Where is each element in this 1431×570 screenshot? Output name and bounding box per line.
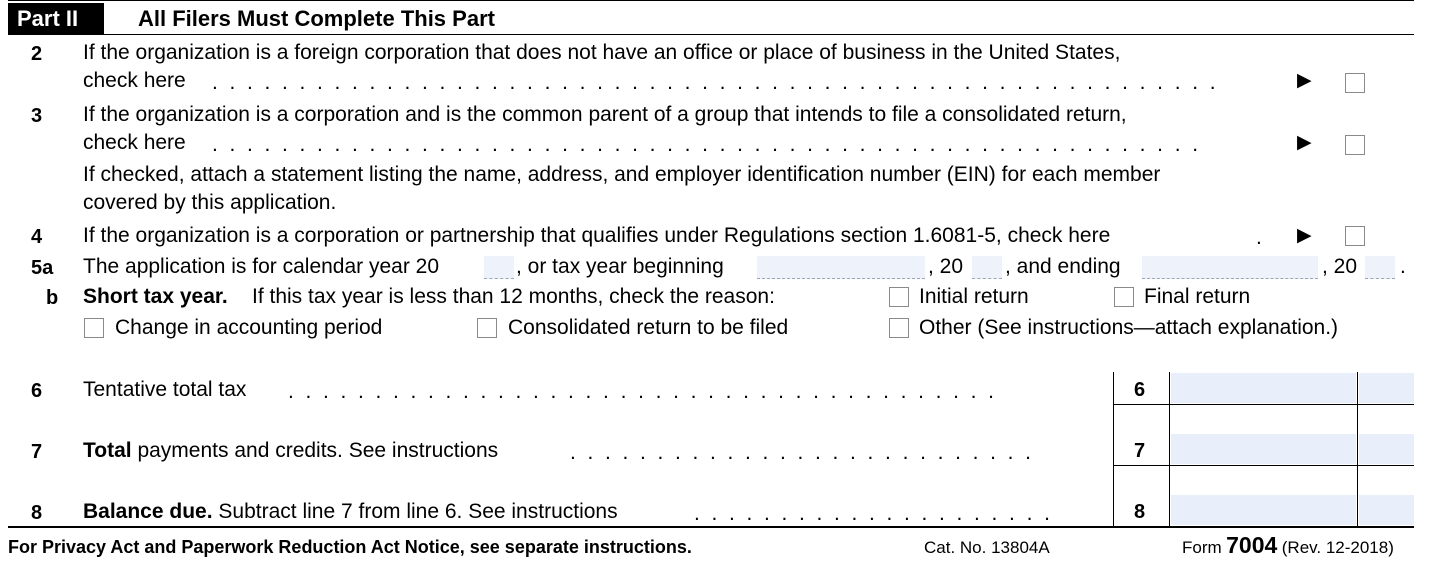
leader-dots: . . . . . . . . . . . . . . . . . . . . . . . . . . . (570, 441, 1031, 464)
part-title: All Filers Must Complete This Part (138, 6, 495, 31)
tentative-total-tax-amount[interactable] (1171, 373, 1356, 403)
final-return-checkbox[interactable] (1114, 287, 1134, 307)
total-payments-cents[interactable] (1359, 434, 1414, 464)
tax-year-ending-field[interactable] (1142, 256, 1318, 279)
consolidated-return-label: Consolidated return to be filed (508, 316, 789, 339)
line-8-bold: Balance due. (83, 500, 213, 523)
part-label (8, 3, 104, 34)
line-5a-number: 5a (31, 257, 54, 279)
part-label-text: Part II (17, 6, 79, 31)
line-5a-text-5: , 20 (1322, 255, 1358, 278)
line-3-checkbox[interactable] (1345, 135, 1365, 155)
line-2-checkbox[interactable] (1345, 73, 1365, 93)
form-id (1182, 531, 1394, 563)
line-7-text (83, 437, 498, 465)
catalog-number: Cat. No. 13804A (924, 538, 1050, 557)
leader-dots: . . . . . . . . . . . . . . . . . . . . . . . . . . . . . . . . . . . . . . . . . . . . . . . . . . . . . . . . . (212, 133, 1199, 156)
line-4-number: 4 (31, 226, 43, 248)
other-label: Other (See instructions—attach explanation.) (919, 316, 1339, 339)
line-3-number: 3 (31, 105, 43, 127)
beginning-year-field[interactable] (972, 256, 1002, 279)
initial-return-label: Initial return (919, 285, 1029, 308)
balance-due-cents[interactable] (1359, 495, 1414, 525)
tax-year-beginning-field[interactable] (757, 256, 925, 279)
line-5a-text-4: , and ending (1005, 255, 1121, 278)
line-8-box-number: 8 (1134, 501, 1146, 523)
ending-year-field[interactable] (1365, 256, 1395, 279)
final-return-label: Final return (1144, 285, 1251, 308)
line-5b-text: If this tax year is less than 12 months, check the reason: (252, 285, 775, 308)
form-word: Form (1182, 538, 1222, 557)
line-5a-text-6: . (1400, 255, 1406, 278)
other-checkbox[interactable] (889, 318, 909, 338)
leader-dots: . . . . . . . . . . . . . . . . . . . . . . . . . . . . . . . . . . . . . . . . . (288, 380, 994, 403)
line-5b-label: b (46, 287, 59, 309)
line-7-bold: Total (83, 439, 132, 462)
privacy-notice: For Privacy Act and Paperwork Reduction Act Notice, see separate instructions. (8, 537, 692, 557)
arrow-icon: ▶ (1297, 70, 1312, 91)
line-8-text (83, 498, 618, 526)
line-6-box-number: 6 (1134, 379, 1146, 401)
line-8-number: 8 (31, 502, 43, 524)
tentative-total-tax-cents[interactable] (1359, 373, 1414, 403)
line-6-number: 6 (31, 380, 43, 402)
amount-column-left-rule (1113, 372, 1114, 527)
line-2-number: 2 (31, 43, 43, 65)
line-8-desc: Subtract line 7 from line 6. See instructions (218, 500, 618, 523)
line-5a-text: The application is for calendar year 20 (83, 255, 440, 278)
leader-dots: . . . . . . . . . . . . . . . . . . . . . . . . . . . . . . . . . . . . . . . . . . . . . . . . . . . . . . . . . . (212, 71, 1216, 94)
line-3-note: If checked, attach a statement listing the name, address, and employer identification number (EIN) for each member (83, 163, 1161, 186)
row-7-bottom-rule (1113, 465, 1414, 466)
line-3-text: If the organization is a corporation and is the common parent of a group that intends to file a consolidated return, (83, 103, 1127, 126)
row-6-bottom-rule (1113, 404, 1414, 405)
line-5a-text-2: , or tax year beginning (516, 255, 724, 278)
initial-return-checkbox[interactable] (889, 287, 909, 307)
line-3-text-cont: check here (83, 131, 186, 154)
arrow-icon: ▶ (1297, 225, 1312, 246)
line-4-text: If the organization is a corporation or partnership that qualifies under Regulations section 1.6081-5, check here (83, 224, 1111, 247)
line-2-text: If the organization is a foreign corporation that does not have an office or place of business in the United States, (83, 41, 1121, 64)
line-2-text-cont: check here (83, 69, 186, 92)
line-5a-text-3: , 20 (928, 255, 964, 278)
line-7-desc: payments and credits. See instructions (137, 439, 499, 462)
top-rule (8, 0, 1414, 1)
form-number: 7004 (1226, 532, 1278, 558)
leader-dots: . (1256, 226, 1262, 249)
line-3-note-cont: covered by this application. (83, 191, 337, 214)
total-payments-amount[interactable] (1171, 434, 1356, 464)
line-7-number: 7 (31, 441, 43, 463)
balance-due-amount[interactable] (1171, 495, 1356, 525)
short-tax-year-heading: Short tax year. (83, 285, 228, 308)
form-revision: (Rev. 12-2018) (1281, 538, 1394, 557)
line-7-box-number: 7 (1134, 440, 1146, 462)
consolidated-return-checkbox[interactable] (477, 318, 497, 338)
line-6-text: Tentative total tax (83, 378, 247, 401)
calendar-year-field[interactable] (484, 256, 514, 279)
header-bottom-rule (8, 34, 1414, 35)
amount-box-left-rule (1169, 372, 1170, 527)
change-accounting-period-checkbox[interactable] (84, 318, 104, 338)
line-4-checkbox[interactable] (1345, 226, 1365, 246)
leader-dots: . . . . . . . . . . . . . . . . . . . . . (694, 502, 1050, 525)
cents-divider-rule (1357, 372, 1358, 527)
arrow-icon: ▶ (1297, 132, 1312, 153)
change-accounting-period-label: Change in accounting period (115, 316, 383, 339)
